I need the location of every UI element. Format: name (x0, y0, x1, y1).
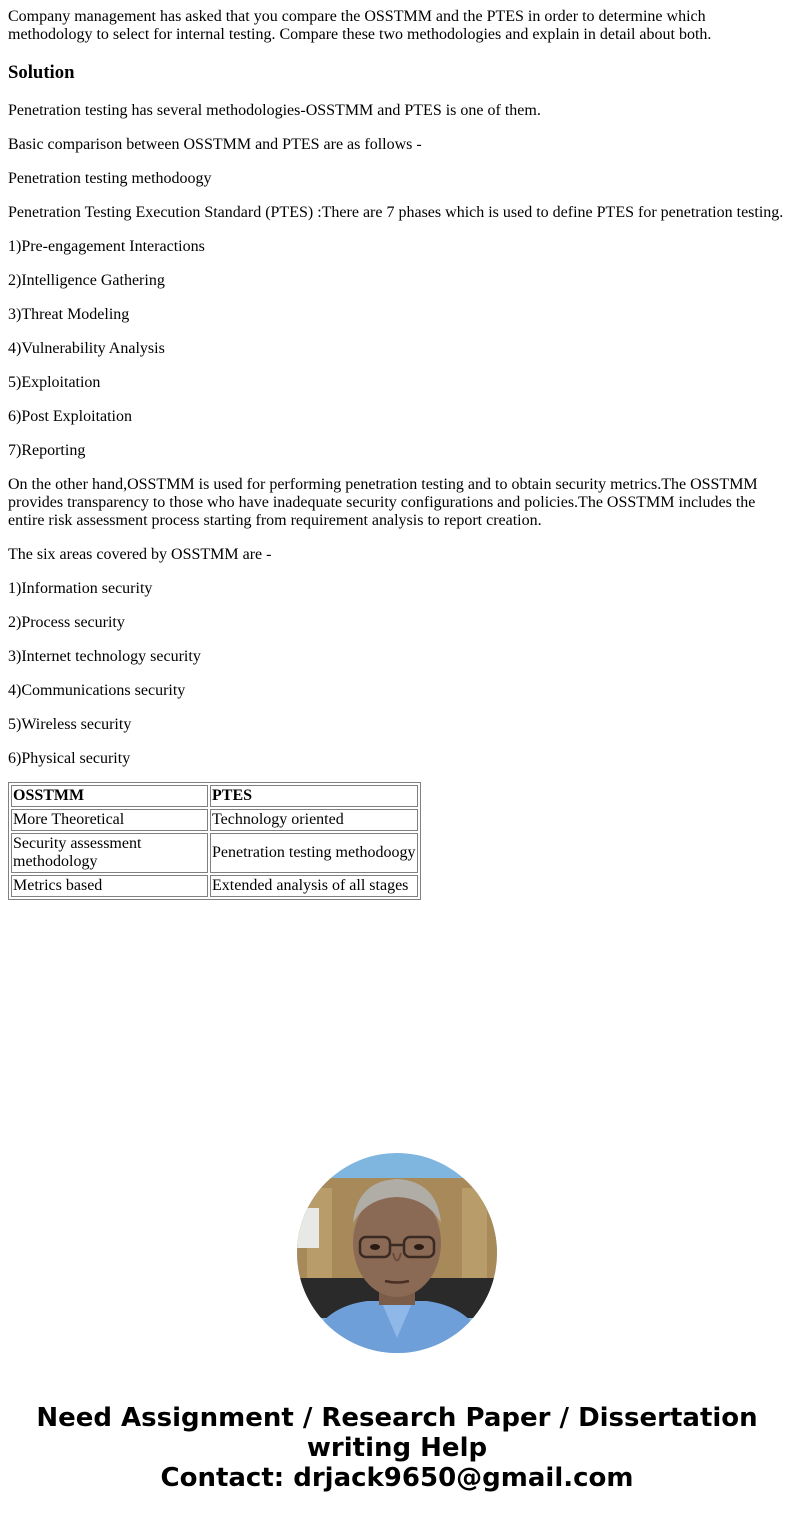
ptes-phase: 5)Exploitation (8, 374, 101, 391)
table-cell: Metrics based (11, 875, 208, 897)
table-cell: Penetration testing methodoogy (210, 833, 418, 873)
table-cell: Technology oriented (210, 809, 418, 831)
table-header-row (11, 785, 418, 807)
ptes-phase: 6)Post Exploitation (8, 408, 132, 425)
table-cell: More Theoretical (11, 809, 208, 831)
ptes-phase: 7)Reporting (8, 442, 86, 459)
osstmm-area: 2)Process security (8, 614, 125, 631)
table-row (11, 875, 418, 897)
comparison-table (8, 782, 421, 900)
ptes-phase: 2)Intelligence Gathering (8, 272, 165, 289)
osstmm-areas-intro: The six areas covered by OSSTMM are - (8, 546, 272, 563)
osstmm-area: 5)Wireless security (8, 716, 132, 733)
promo-contact: Contact: drjack9650@gmail.com (160, 1463, 634, 1493)
ptes-phase: 4)Vulnerability Analysis (8, 340, 165, 357)
table-row (11, 833, 418, 873)
promo-banner (0, 1403, 794, 1493)
table-header-osstmm: OSSTMM (11, 785, 208, 807)
table-row (11, 809, 418, 831)
table-header-ptes: PTES (210, 785, 418, 807)
promo-line-2: writing Help (306, 1433, 488, 1463)
osstmm-area: 6)Physical security (8, 750, 131, 767)
avatar (297, 1153, 497, 1353)
promo-line-1: Need Assignment / Research Paper / Dissertation (36, 1403, 758, 1433)
intro-paragraph: Penetration testing has several methodologies-OSSTMM and PTES is one of them. (8, 102, 541, 119)
osstmm-intro: On the other hand,OSSTMM is used for performing penetration testing and to obtain security metrics.The OSSTMM provides transparency to those who have inadequate security configurations and policies.The OSSTMM includes the entire risk assessment process starting from requirement analysis to report creation. (8, 476, 758, 529)
methodology-subheading: Penetration testing methodoogy (8, 170, 212, 187)
table-cell: Extended analysis of all stages (210, 875, 418, 897)
person-portrait-icon (297, 1153, 497, 1353)
comparison-intro: Basic comparison between OSSTMM and PTES are as follows - (8, 136, 422, 153)
question-text: Company management has asked that you compare the OSSTMM and the PTES in order to determine which methodology to select for internal testing. Compare these two methodologies and explain in detail about both. (8, 8, 712, 43)
osstmm-area: 3)Internet technology security (8, 648, 201, 665)
osstmm-area: 4)Communications security (8, 682, 186, 699)
solution-heading: Solution (8, 62, 75, 83)
ptes-phase: 1)Pre-engagement Interactions (8, 238, 205, 255)
ptes-intro: Penetration Testing Execution Standard (PTES) :There are 7 phases which is used to define PTES for penetration testing. (8, 204, 784, 221)
table-cell: Security assessment methodology (11, 833, 208, 873)
ptes-phase: 3)Threat Modeling (8, 306, 130, 323)
osstmm-area: 1)Information security (8, 580, 153, 597)
